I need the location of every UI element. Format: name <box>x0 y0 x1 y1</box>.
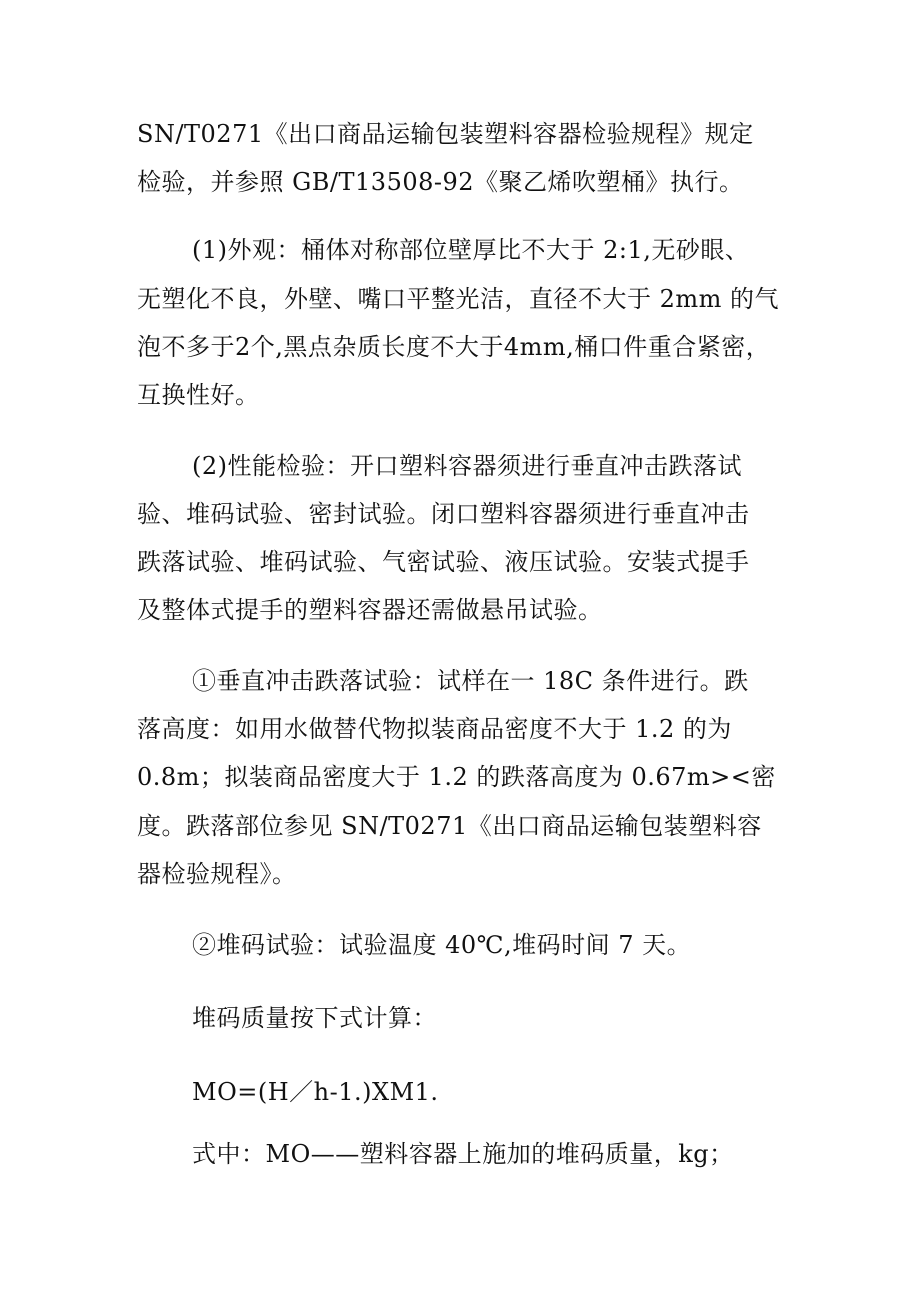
formula-note-line: 式中：MO——塑料容器上施加的堆码质量，kg； <box>192 1140 734 1168</box>
performance-line-1: (2)性能检验：开口塑料容器须进行垂直冲击跌落试 <box>192 452 742 480</box>
drop-test-line-1: ①垂直冲击跌落试验：试样在一 18C 条件进行。跌 <box>192 667 749 695</box>
drop-test-line-3: 0.8m；拟装商品密度大于 1.2 的跌落高度为 0.67m><密 <box>137 763 776 791</box>
stack-calc-line-1: 堆码质量按下式计算： <box>192 1004 437 1032</box>
intro-line-2: 检验，并参照 GB/T13508-92《聚乙烯吹塑桶》执行。 <box>137 168 744 196</box>
drop-test-line-5: 器检验规程》。 <box>137 860 297 888</box>
appearance-line-4: 互换性好。 <box>137 381 260 409</box>
appearance-line-1: (1)外观：桶体对称部位壁厚比不大于 2:1,无砂眼、 <box>192 236 750 264</box>
appearance-line-2: 无塑化不良，外壁、嘴口平整光洁，直径不大于 2mm 的气 <box>137 285 780 313</box>
intro-line-1: SN/T0271《出口商品运输包装塑料容器检验规程》规定 <box>137 120 754 148</box>
drop-test-line-2: 落高度：如用水做替代物拟装商品密度不大于 1.2 的为 <box>137 715 732 743</box>
performance-line-3: 跌落试验、堆码试验、气密试验、液压试验。安装式提手 <box>137 548 750 576</box>
formula-line: MO=(H／h-1.)XM1. <box>192 1078 439 1106</box>
stack-test-line-1: ②堆码试验：试验温度 40℃,堆码时间 7 天。 <box>192 931 692 959</box>
drop-test-line-4: 度。跌落部位参见 SN/T0271《出口商品运输包装塑料容 <box>137 812 762 840</box>
appearance-line-3: 泡不多于2个,黑点杂质长度不大于4mm,桶口件重合紧密， <box>137 333 771 361</box>
performance-line-2: 验、堆码试验、密封试验。闭口塑料容器须进行垂直冲击 <box>137 500 750 528</box>
performance-line-4: 及整体式提手的塑料容器还需做悬吊试验。 <box>137 596 603 624</box>
